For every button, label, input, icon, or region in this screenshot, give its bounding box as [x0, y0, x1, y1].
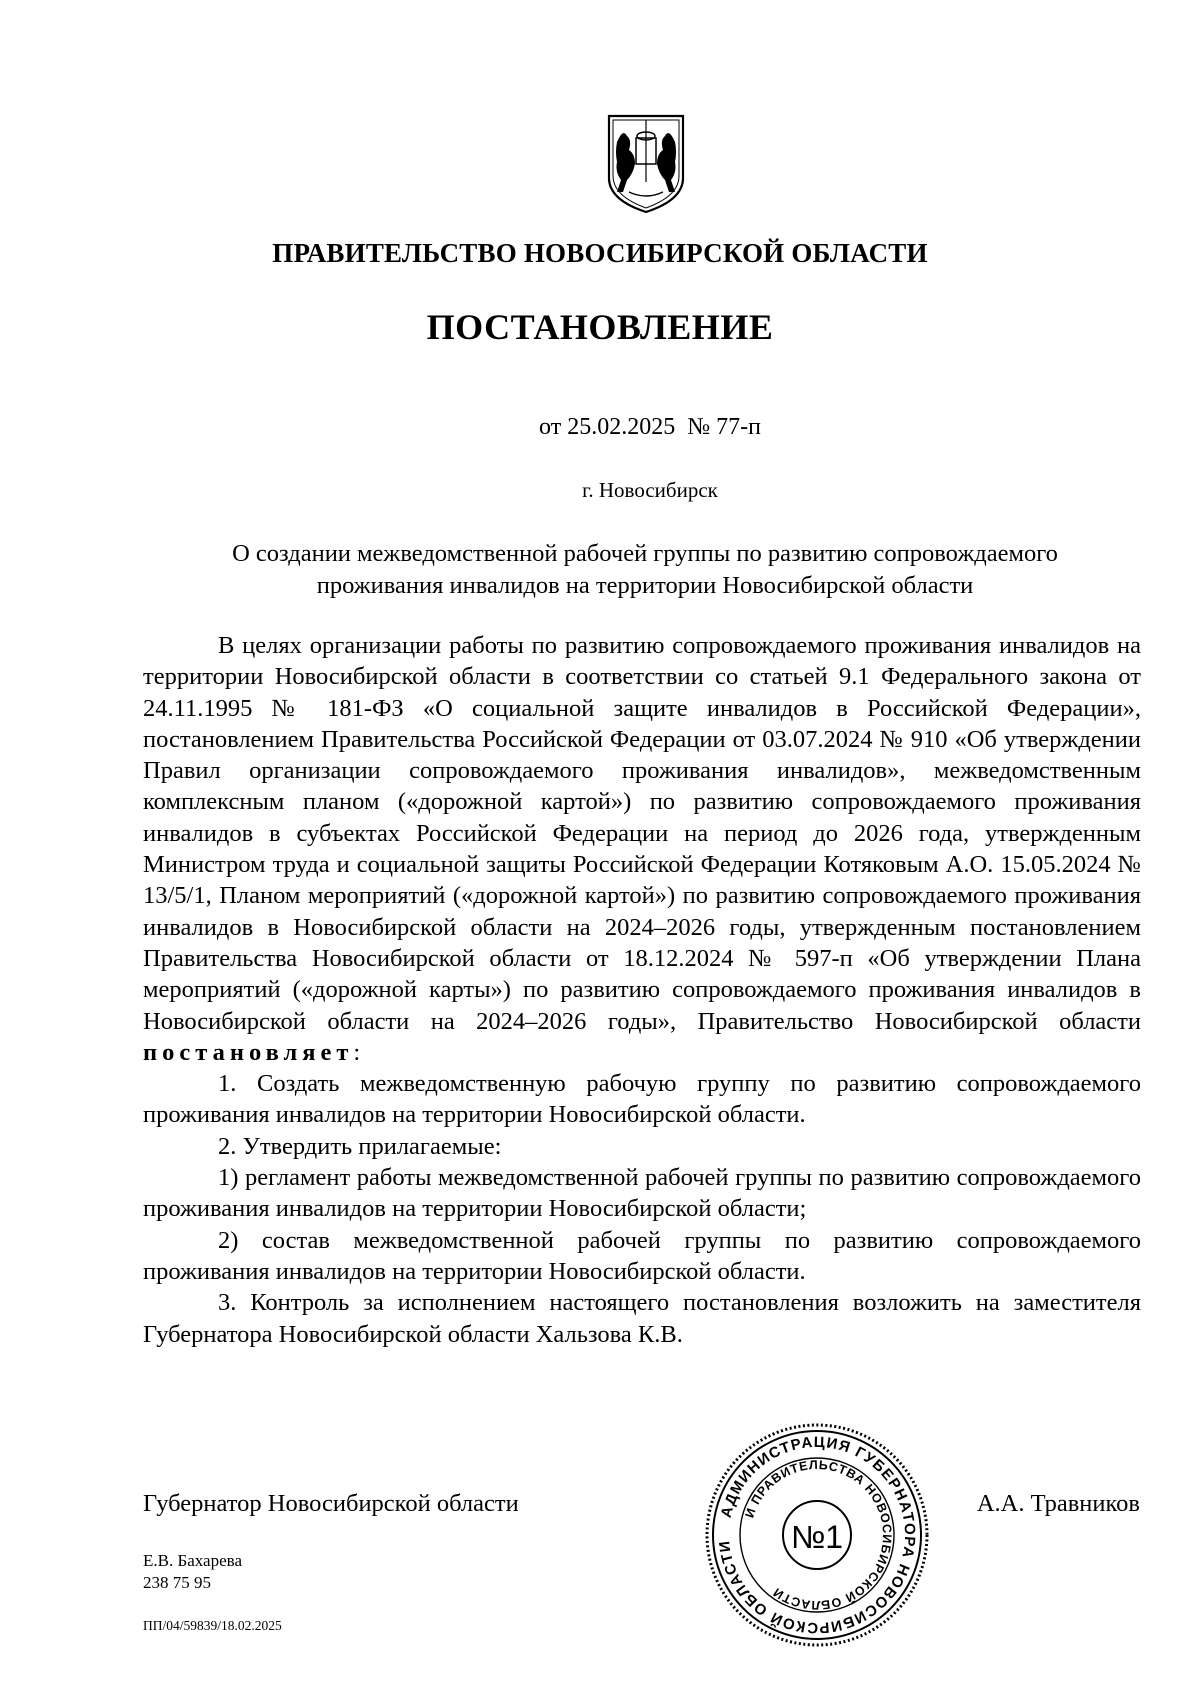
- stamp-center-number: №1: [790, 1519, 844, 1555]
- document-title: [150, 538, 1140, 602]
- executor-phone: 238 75 95: [143, 1573, 211, 1592]
- item-2-2: 2) состав межведомственной рабочей группы по развитию сопровождаемого проживания инвалидов на территории Новосибирской области.: [143, 1226, 1141, 1285]
- executor-name: Е.В. Бахарева: [143, 1551, 242, 1570]
- document-type: ПОСТАНОВЛЕНИЕ: [426, 307, 774, 347]
- document-body: [143, 630, 1141, 1350]
- document-city: г. Новосибирск: [582, 478, 718, 502]
- executor-info: [143, 1550, 242, 1594]
- resolves-colon: :: [353, 1038, 361, 1066]
- title-line-2: проживания инвалидов на территории Новосибирской области: [316, 572, 974, 599]
- registration-number: ПП/04/59839/18.02.2025: [143, 1618, 282, 1633]
- organization-title: ПРАВИТЕЛЬСТВО НОВОСИБИРСКОЙ ОБЛАСТИ: [272, 238, 928, 268]
- item-3: 3. Контроль за исполнением настоящего постановления возложить на заместителя Губернатора Новосибирской области Хальзова К.В.: [143, 1289, 1141, 1348]
- resolves-word: постановляет: [143, 1038, 354, 1066]
- official-stamp: [702, 1420, 932, 1650]
- preamble-paragraph: [143, 630, 1141, 1068]
- item-2-1: 1) регламент работы межведомственной рабочей группы по развитию сопровождаемого проживания инвалидов на территории Новосибирской области;: [143, 1164, 1141, 1223]
- item-1: 1. Создать межведомственную рабочую группу по развитию сопровождаемого проживания инвалидов на территории Новосибирской области.: [143, 1070, 1141, 1129]
- document-number: от 25.02.2025 № 77-п: [539, 414, 761, 440]
- item-2: 2. Утвердить прилагаемые:: [218, 1132, 502, 1160]
- preamble-text: В целях организации работы по развитию сопровождаемого проживания инвалидов на территории Новосибирской области в соответствии со статьей 9.1 Федерального закона от 24.11.1995 № 181-ФЗ «О социальной защите инвалидов в Российской Федерации», постановлением Правительства Российской Федерации от 03.07.2024 № 910 «Об утверждении Правил организации сопровождаемого проживания инвалидов», межведомственным комплексным планом («дорожной картой») по развитию сопровождаемого проживания инвалидов в субъектах Российской Федерации на период до 2026 года, утвержденным Министром труда и социальной защиты Российской Федерации Котяковым А.О. 15.05.2024 № 13/5/1, Планом мероприятий («дорожной картой») по развитию сопровождаемого проживания инвалидов в Новосибирской области на 2024–2026 годы, утвержденным постановлением Правительства Новосибирской области от 18.12.2024 № 597-п «Об утверждении Плана мероприятий («дорожной карты») по развитию сопровождаемого проживания инвалидов в Новосибирской области на 2024–2026 годы», Правительство Новосибирской области: [143, 632, 1141, 1035]
- stamp-outer-text: АДМИНИСТРАЦИЯ ГУБЕРНАТОРА НОВОСИБИРСКОЙ ОБЛАСТИ: [716, 1433, 919, 1637]
- title-line-1: О создании межведомственной рабочей группы по развитию сопровождаемого: [232, 540, 1058, 567]
- stamp-inner-text: И ПРАВИТЕЛЬСТВА НОВОСИБИРСКОЙ ОБЛАСТИ: [742, 1457, 895, 1613]
- coat-of-arms-icon: [603, 112, 689, 216]
- signatory-position: Губернатор Новосибирской области: [143, 1490, 519, 1517]
- signatory-name: А.А. Травников: [976, 1490, 1140, 1517]
